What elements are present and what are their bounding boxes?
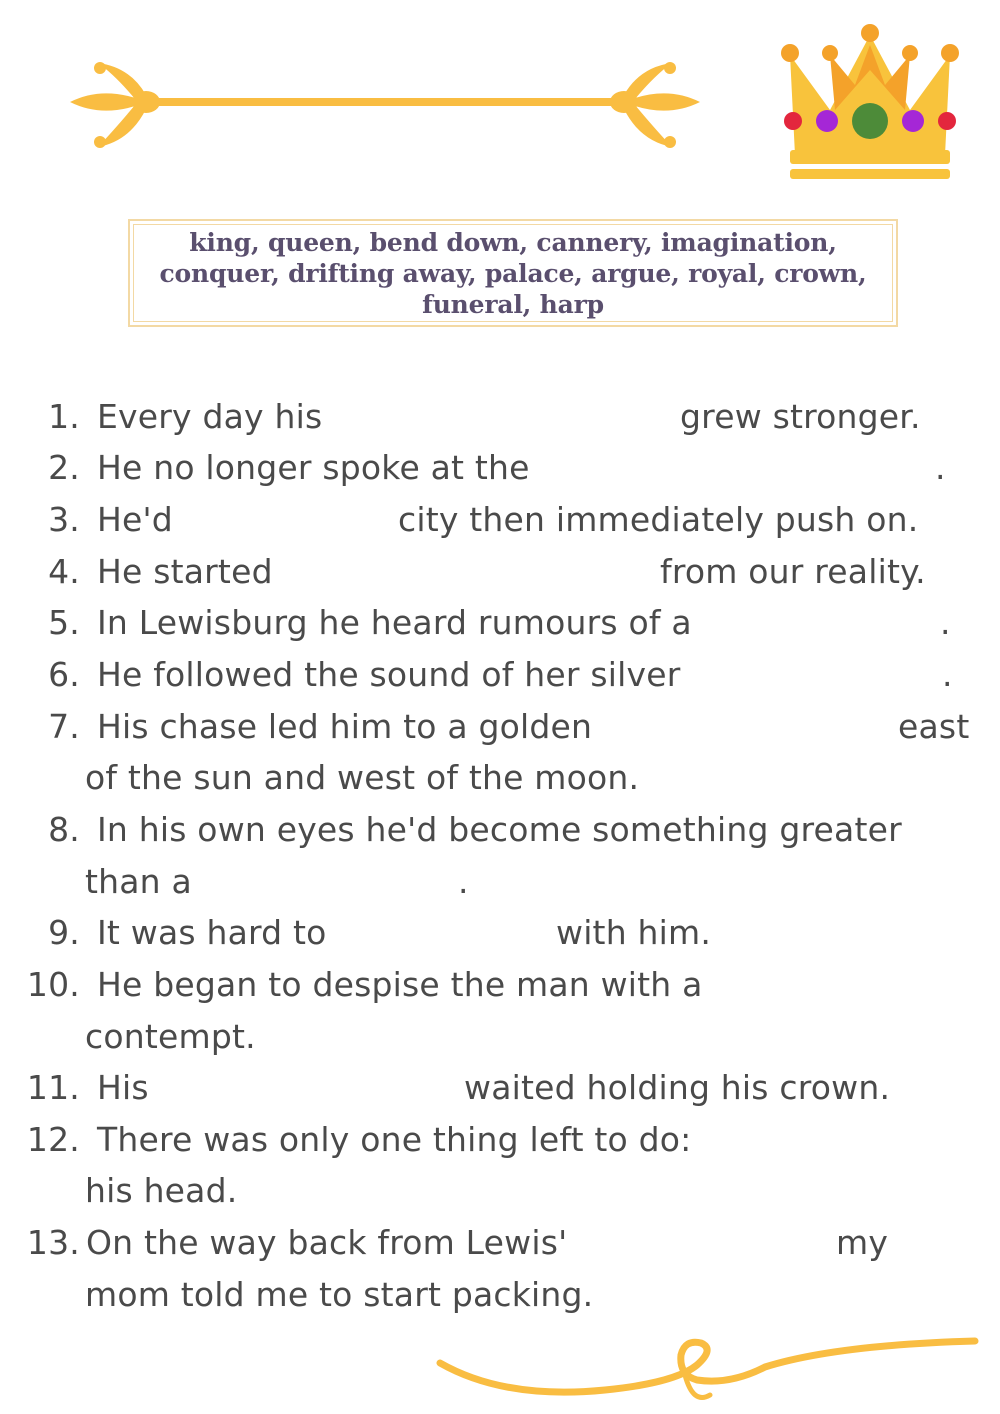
- sentence-text: than a: [85, 862, 192, 901]
- sentence-text: He followed the sound of her silver: [97, 655, 681, 694]
- item-number: 11.: [26, 1068, 80, 1107]
- item-number: 12.: [26, 1120, 80, 1159]
- sentence-text: with him.: [556, 913, 712, 952]
- word-bank-text: king, queen, bend down, cannery, imagination, conquer, drifting away, palace, argue, royal, crown, funeral, harp: [159, 227, 867, 319]
- sentence-text: from our reality.: [660, 552, 926, 591]
- sentence-text: In Lewisburg he heard rumours of a: [97, 603, 692, 642]
- sentence-text: east: [898, 707, 970, 746]
- item-number: 13.: [26, 1223, 80, 1262]
- sentence-text: .: [458, 862, 469, 901]
- item-number: 5.: [48, 603, 80, 642]
- item-number: 8.: [48, 810, 80, 849]
- sentence-text: There was only one thing left to do:: [97, 1120, 692, 1159]
- sentence-text: He started: [97, 552, 273, 591]
- sentence-continuation: mom told me to start packing.: [85, 1275, 594, 1314]
- sentence-text: He'd: [97, 500, 173, 539]
- item-number: 1.: [48, 397, 80, 436]
- item-number: 7.: [48, 707, 80, 746]
- word-bank-box: [128, 219, 898, 327]
- sentence-text: Every day his: [97, 397, 323, 436]
- sentence-text: city then immediately push on.: [398, 500, 919, 539]
- item-number: 2.: [48, 448, 80, 487]
- sentence-text: my: [836, 1223, 889, 1262]
- sentence-text: In his own eyes he'd become something greater: [97, 810, 902, 849]
- swirl-divider-icon: [435, 1335, 980, 1410]
- sentence-continuation: his head.: [85, 1171, 238, 1210]
- sentence-continuation: of the sun and west of the moon.: [85, 758, 640, 797]
- sentence-text: On the way back from Lewis': [86, 1223, 568, 1262]
- item-number: 6.: [48, 655, 80, 694]
- sentence-text: His chase led him to a golden: [97, 707, 593, 746]
- crown-icon: [775, 15, 965, 190]
- sentence-text: .: [935, 448, 946, 487]
- sentence-continuation: contempt.: [85, 1017, 256, 1056]
- item-number: 3.: [48, 500, 80, 539]
- sentence-text: .: [942, 655, 953, 694]
- item-number: 10.: [26, 965, 80, 1004]
- sentence-text: .: [940, 603, 951, 642]
- item-number: 9.: [48, 913, 80, 952]
- sentence-text: waited holding his crown.: [464, 1068, 891, 1107]
- fleur-arrow-divider-icon: [60, 55, 710, 155]
- sentence-text: grew stronger.: [680, 397, 921, 436]
- sentence-text: He no longer spoke at the: [97, 448, 530, 487]
- sentence-text: He began to despise the man with a: [97, 965, 703, 1004]
- item-number: 4.: [48, 552, 80, 591]
- sentence-text: It was hard to: [97, 913, 327, 952]
- sentence-text: His: [97, 1068, 149, 1107]
